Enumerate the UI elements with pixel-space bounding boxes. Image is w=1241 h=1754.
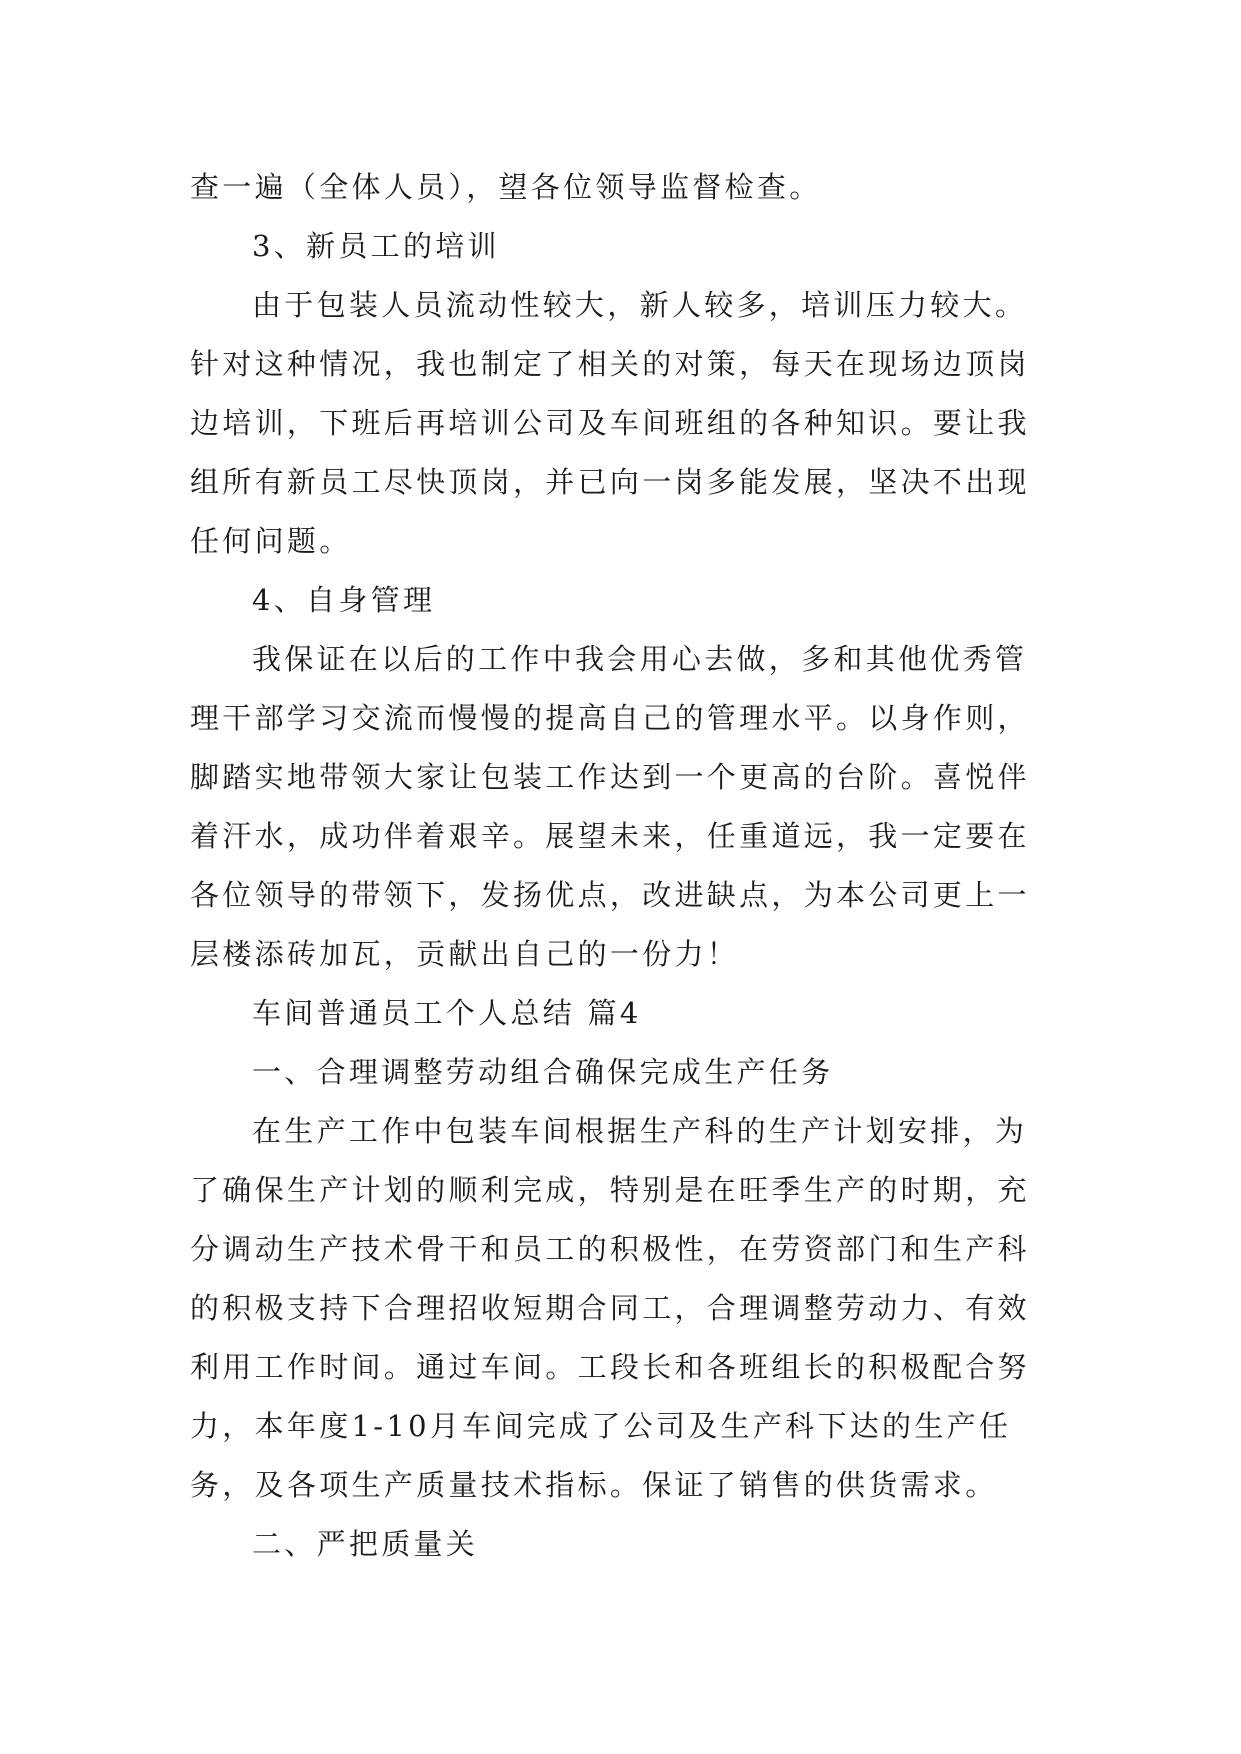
text-line: 脚踏实地带领大家让包装工作达到一个更高的台阶。喜悦伴 <box>190 760 1030 794</box>
text-line: 查一遍（全体人员），望各位领导监督检查。 <box>190 170 822 204</box>
article-title: 车间普通员工个人总结 篇4 <box>252 996 642 1030</box>
section-heading: 一、合理调整劳动组合确保完成生产任务 <box>252 1055 834 1089</box>
text-line: 分调动生产技术骨干和员工的积极性，在劳资部门和生产科 <box>190 1232 1030 1266</box>
text-line: 针对这种情况，我也制定了相关的对策，每天在现场边顶岗 <box>190 347 1030 381</box>
section-heading: 二、严把质量关 <box>252 1527 479 1561</box>
text-line: 任何问题。 <box>190 524 352 558</box>
text-line: 边培训，下班后再培训公司及车间班组的各种知识。要让我 <box>190 406 1030 440</box>
section-heading: 4、自身管理 <box>252 583 436 617</box>
text-line: 了确保生产计划的顺利完成，特别是在旺季生产的时期，充 <box>190 1173 1030 1207</box>
text-line: 务，及各项生产质量技术指标。保证了销售的供货需求。 <box>190 1468 998 1502</box>
text-line: 各位领导的带领下，发扬优点，改进缺点，为本公司更上一 <box>190 878 1030 912</box>
text-line: 着汗水，成功伴着艰辛。展望未来，任重道远，我一定要在 <box>190 819 1030 853</box>
section-heading: 3、新员工的培训 <box>252 229 500 263</box>
text-line: 在生产工作中包装车间根据生产科的生产计划安排，为 <box>252 1114 1028 1148</box>
text-line: 组所有新员工尽快顶岗，并已向一岗多能发展，坚决不出现 <box>190 465 1030 499</box>
text-line: 的积极支持下合理招收短期合同工，合理调整劳动力、有效 <box>190 1291 1030 1325</box>
text-line: 利用工作时间。通过车间。工段长和各班组长的积极配合努 <box>190 1350 1030 1384</box>
text-line: 理干部学习交流而慢慢的提高自己的管理水平。以身作则， <box>190 701 1030 735</box>
text-line: 我保证在以后的工作中我会用心去做，多和其他优秀管 <box>252 642 1028 676</box>
text-line: 层楼添砖加瓦，贡献出自己的一份力！ <box>190 937 740 971</box>
document-body <box>190 158 1060 1574</box>
text-line: 力，本年度1-10月车间完成了公司及生产科下达的生产任 <box>190 1409 1012 1443</box>
text-line: 由于包装人员流动性较大，新人较多，培训压力较大。 <box>252 288 1028 322</box>
